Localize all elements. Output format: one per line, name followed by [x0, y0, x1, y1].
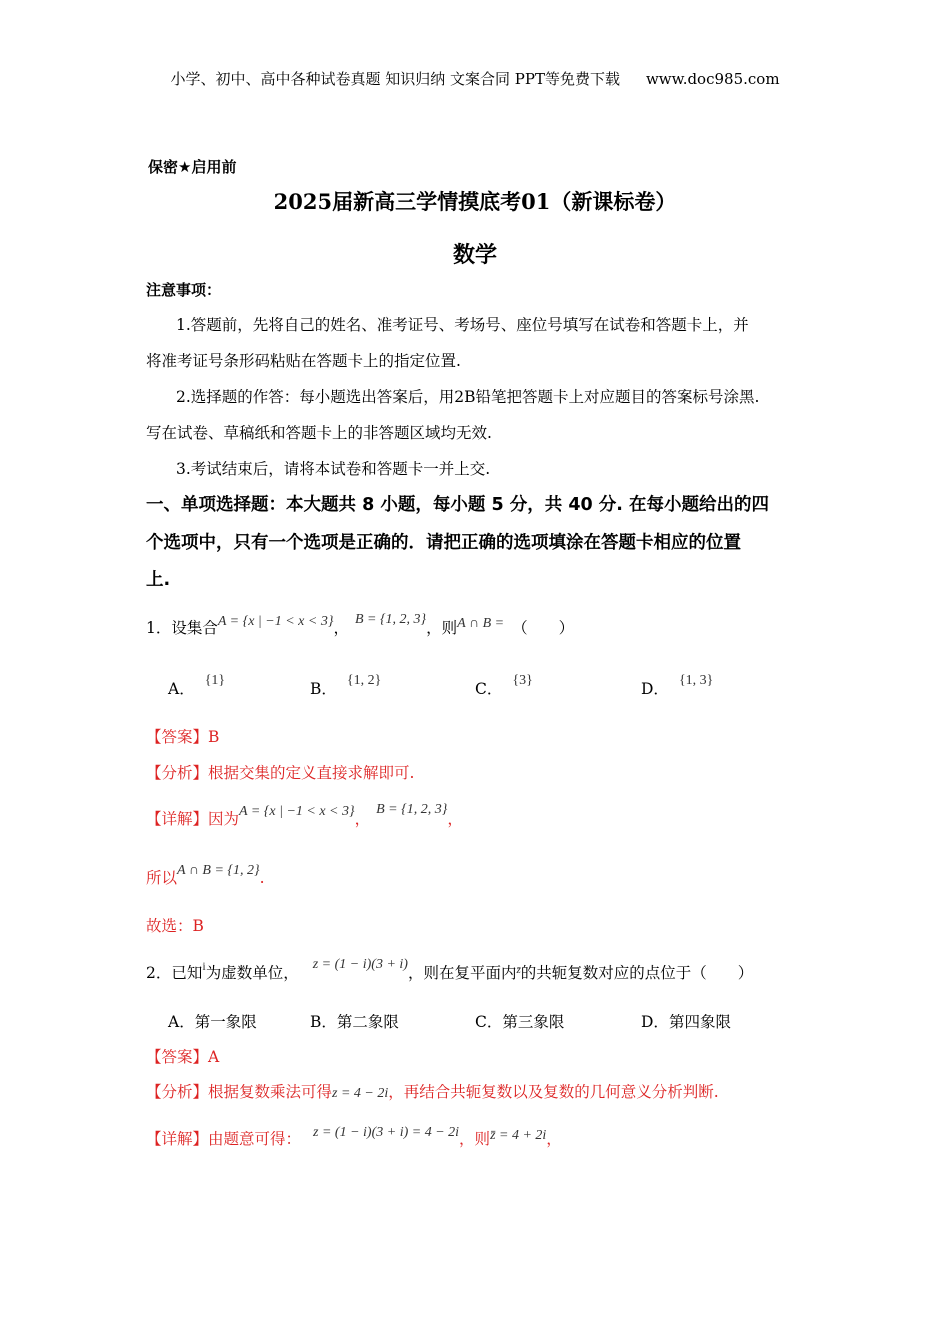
q1-option-c-label: C． — [475, 680, 503, 698]
q1-option-d — [641, 673, 714, 699]
q2-option-a-value: 第一象限 — [194, 1013, 257, 1031]
q1-detail-tag: 【详解】 — [146, 810, 209, 828]
q1-so-end: . — [259, 869, 265, 887]
q2-option-d-label: D． — [641, 1013, 669, 1031]
q2-mid: 为虚数单位， — [205, 964, 299, 982]
exam-title: 2025届新高三学情摸底考01（新课标卷） — [273, 189, 677, 214]
section-1-line-3: 上. — [146, 570, 171, 590]
q1-analysis — [146, 761, 414, 783]
q2-analysis-tag: 【分析】 — [146, 1083, 209, 1101]
q1-prefix: 1．设集合 — [146, 619, 218, 637]
q1-option-a-label: A． — [168, 680, 195, 698]
section-1-line-1: 一、单项选择题：本大题共 8 小题，每小题 5 分，共 40 分. 在每小题给出的四 — [146, 495, 769, 515]
note-2-line-1: 2.选择题的作答：每小题选出答案后，用2B铅笔把答题卡上对应题目的答案标号涂黑. — [176, 388, 760, 406]
q1-expr: A ∩ B = — [457, 616, 505, 631]
q2-answer-tag: 【答案】 — [146, 1048, 209, 1066]
q1-set-a: A = {x | −1 < x < 3} — [217, 614, 334, 629]
q2-detail-mid: ，则 — [459, 1130, 491, 1148]
q2-answer — [146, 1045, 219, 1067]
q1-stem — [146, 612, 575, 638]
q2-rest: ，则在复平面内 — [407, 964, 517, 982]
subject-title: 数学 — [452, 243, 497, 268]
header-site-link[interactable]: www.doc985.com — [645, 70, 780, 88]
q1-answer — [146, 725, 219, 747]
notes-heading: 注意事项： — [146, 281, 222, 299]
q1-detail-set-a: A = {x | −1 < x < 3} — [239, 804, 355, 819]
q2-option-c-label: C． — [475, 1013, 503, 1031]
q1-analysis-text: 根据交集的定义直接求解即可. — [208, 764, 415, 782]
q2-detail-pre: 由题意可得： — [208, 1130, 302, 1148]
q1-detail-prefix: 因为 — [208, 810, 240, 828]
q1-so — [146, 863, 265, 888]
q2-analysis-pre: 根据复数乘法可得 — [208, 1083, 333, 1101]
q2-detail-expr2: z̄ = 4 + 2i — [490, 1128, 547, 1143]
q2-zbar: z̄ — [516, 964, 521, 976]
q2-option-b — [310, 1010, 399, 1032]
q1-so-prefix: 所以 — [146, 869, 178, 887]
q1-option-c-value: {3} — [512, 673, 533, 688]
q2-detail-end: ， — [546, 1130, 562, 1148]
q2-analysis — [146, 1080, 719, 1102]
note-2-line-2: 写在试卷、草稿纸和答题卡上的非答题区域均无效. — [146, 424, 492, 442]
q1-then: ，则 — [426, 619, 458, 637]
q2-option-b-label: B． — [310, 1013, 337, 1031]
q1-option-b-value: {1, 2} — [346, 673, 382, 688]
page-header — [0, 68, 950, 89]
q1-comma: ， — [333, 619, 349, 637]
q2-option-c-value: 第三象限 — [502, 1013, 565, 1031]
q2-option-a — [168, 1010, 257, 1032]
q2-z-expr: z = (1 − i)(3 + i) — [312, 957, 408, 972]
q1-answer-tag: 【答案】 — [146, 728, 209, 746]
section-1-line-2: 个选项中，只有一个选项是正确的．请把正确的选项填涂在答题卡相应的位置 — [146, 533, 741, 553]
q2-detail — [146, 1127, 562, 1149]
q2-analysis-expr: z = 4 − 2i — [332, 1086, 389, 1101]
q1-option-b-label: B． — [310, 680, 337, 698]
confidential-label: 保密★启用前 — [148, 158, 237, 176]
q2-option-d — [641, 1010, 731, 1032]
q1-so-expr: A ∩ B = {1, 2} — [177, 863, 260, 878]
q1-option-d-label: D． — [641, 680, 669, 698]
header-text: 小学、初中、高中各种试卷真题 知识归纳 文案合同 PPT等免费下载 — [170, 70, 620, 88]
q2-prefix: 2．已知 — [146, 964, 203, 982]
q1-detail-comma: ， — [354, 810, 371, 828]
q1-analysis-tag: 【分析】 — [146, 764, 209, 782]
q1-blank: （ ） — [512, 619, 575, 637]
q1-set-b: B = {1, 2, 3} — [354, 612, 427, 627]
q2-option-a-label: A． — [168, 1013, 195, 1031]
q2-option-c — [475, 1010, 564, 1032]
q2-i: i — [202, 959, 206, 973]
q2-option-d-value: 第四象限 — [668, 1013, 731, 1031]
q2-answer-value: A — [208, 1048, 220, 1066]
q2-detail-tag: 【详解】 — [146, 1130, 209, 1148]
q2-analysis-post: ，再结合共轭复数以及复数的几何意义分析判断. — [388, 1083, 719, 1101]
q1-option-a-value: {1} — [204, 673, 226, 688]
q2-stem — [146, 957, 754, 983]
note-3: 3.考试结束后，请将本试卷和答题卡一并上交. — [176, 460, 491, 478]
q2-option-b-value: 第二象限 — [336, 1013, 399, 1031]
q1-detail-set-b: B = {1, 2, 3} — [376, 802, 448, 817]
note-1-line-1: 1.答题前，先将自己的姓名、准考证号、考场号、座位号填写在试卷和答题卡上，并 — [176, 316, 749, 334]
q2-rest2: 的共轭复数对应的点位于（ ） — [520, 964, 754, 982]
q1-option-d-value: {1, 3} — [678, 673, 714, 688]
q1-option-c — [475, 673, 533, 699]
q1-choose: 故选：B — [146, 917, 204, 935]
q1-detail — [146, 802, 463, 829]
q2-detail-expr: z = (1 − i)(3 + i) = 4 − 2i — [313, 1125, 460, 1140]
q1-option-b — [310, 673, 382, 699]
note-1-line-2: 将准考证号条形码粘贴在答题卡上的指定位置. — [146, 352, 461, 370]
q1-answer-value: B — [208, 728, 220, 746]
q1-option-a — [168, 673, 226, 699]
q1-detail-end: ， — [447, 810, 463, 828]
